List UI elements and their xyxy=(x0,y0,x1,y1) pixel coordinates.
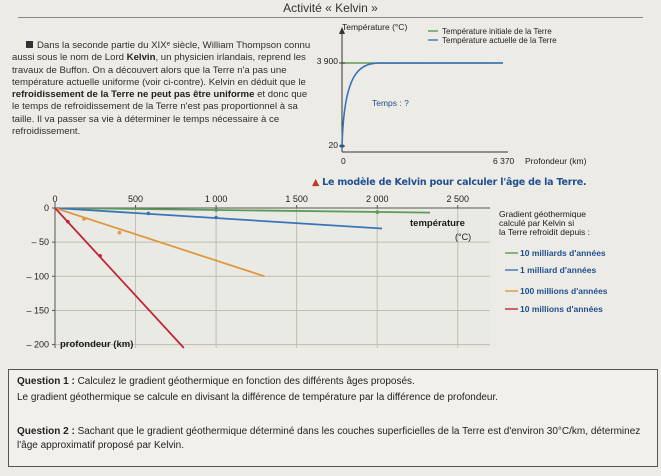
temperature-profile-chart xyxy=(308,18,653,170)
c2-legend-entry-2: 100 millions d'années xyxy=(520,286,608,296)
c2-ytick-200: – 200 xyxy=(26,339,49,350)
c1-series-1 xyxy=(342,63,503,146)
question-2-text: Sachant que le gradient géothermique déterminé dans les couches superficielles de la Terre est d'environ 30°C/km, déterminez l'âge approximatif proposé par Kelvin. xyxy=(17,426,641,451)
c1-ytick-20: 20 xyxy=(328,140,338,150)
c2-series-2-point-2 xyxy=(118,231,122,235)
chart-caption xyxy=(312,177,586,188)
c2-ytick-0: 0 xyxy=(43,203,49,213)
c2-xlabel-1: température xyxy=(410,218,465,229)
c2-ylabel: profondeur (km) xyxy=(60,339,134,350)
question-2-label: Question 2 : xyxy=(17,426,75,437)
c2-legend-title-3: la Terre refroidit depuis : xyxy=(499,227,591,237)
c2-xtick-500: 500 xyxy=(128,194,144,204)
c2-ytick-150: – 150 xyxy=(26,305,49,316)
c1-xlabel: Profondeur (km) xyxy=(525,156,587,166)
triangle-icon: ▲ xyxy=(312,177,320,188)
c2-legend-title-2: calculé par Kelvin si xyxy=(499,218,575,228)
c2-xlabel-2: (°C) xyxy=(455,232,472,242)
c1-ytick-3900: 3 900 xyxy=(316,56,338,66)
c2-series-2-point-1 xyxy=(82,217,86,221)
question-1-label: Question 1 : xyxy=(17,376,75,387)
c2-ytick-100: – 100 xyxy=(26,271,49,282)
c2-legend-entry-0: 10 milliards d'années xyxy=(520,248,606,258)
intro-text-1: Dans la seconde partie du XIXᵉ siècle, William Thompson connu aussi sous le nom de Lord xyxy=(12,40,311,64)
c1-legend-initial: Température initiale de la Terre xyxy=(442,27,552,36)
c2-ytick-50: – 50 xyxy=(31,237,49,248)
question-2 xyxy=(17,425,649,453)
c2-legend-entry-3: 10 millions d'années xyxy=(520,304,603,314)
square-bullet-icon xyxy=(26,41,33,48)
c2-xtick-2500: 2 500 xyxy=(446,194,470,204)
c2-series-3-point-2 xyxy=(98,254,102,258)
kelvin-model-chart xyxy=(0,190,661,365)
c1-xtick-6370: 6 370 xyxy=(493,156,515,166)
c2-xtick-1500: 1 500 xyxy=(285,194,308,204)
c2-legend-title-1: Gradient géothermique xyxy=(499,209,586,219)
c2-xtick-1000: 1 000 xyxy=(204,194,228,204)
questions-box xyxy=(8,369,658,467)
c1-ylabel: Température (°C) xyxy=(342,22,408,32)
c1-xtick-0: 0 xyxy=(341,156,346,166)
page-title: Activité « Kelvin » xyxy=(283,1,378,15)
c2-xtick-2000: 2 000 xyxy=(365,194,389,204)
c2-series-3-point-1 xyxy=(66,220,70,224)
intro-paragraph xyxy=(12,40,312,138)
intro-text-3: et donc que le temps de refroidissement de la Terre n'est pas proportionnel à sa taille. Il va passer sa vie à déterminer le temps nécessaire à ce refroidissement. xyxy=(12,89,308,138)
c1-legend-current: Température actuelle de la Terre xyxy=(442,36,557,45)
question-1-text: Calculez le gradient géothermique en fonction des différents âges proposés. xyxy=(74,376,415,387)
c2-series-1-point-1 xyxy=(147,212,151,216)
c2-series-0-point-1 xyxy=(214,208,218,212)
intro-bold: refroidissement de la Terre ne peut pas être uniforme xyxy=(12,89,255,101)
question-1 xyxy=(17,375,649,389)
c2-series-1-point-2 xyxy=(214,216,218,220)
c2-xtick-0: 0 xyxy=(52,194,58,204)
intro-kelvin: Kelvin xyxy=(126,52,156,64)
c2-legend-entry-1: 1 milliard d'années xyxy=(520,265,597,275)
caption-text: Le modèle de Kelvin pour calculer l'âge de la Terre. xyxy=(322,177,587,188)
c2-series-0-point-2 xyxy=(375,210,379,214)
c1-annotation: Temps : ? xyxy=(372,98,409,108)
intro-text-2: , un physicien irlandais, reprend les travaux de Buffon. On a découvert alors que la Terre n'a pas une température actuelle uniforme (voir ci-contre). Kelvin en déduit que le xyxy=(12,52,306,88)
question-1-hint: Le gradient géothermique se calcule en divisant la différence de température par la différence de profondeur. xyxy=(17,392,499,403)
